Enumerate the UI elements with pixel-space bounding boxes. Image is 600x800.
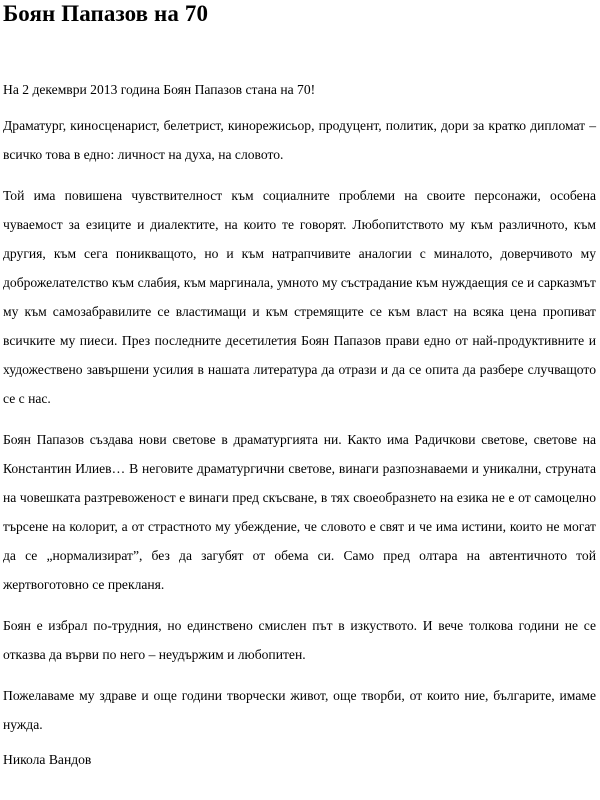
- paragraph-sensitivity: Той има повишена чувствителност към социалните проблеми на своите персонажи, особена чуваемост за езиците и диалектите, на които те говорят. Любопитството му към различното, към другия, към сега поникващото, но и към натрапчивите аналогии с миналото, доверчивото му доброжелателство към слабия, към маргинала, умното му състрадание към нуждаещия се и сарказмът му към самозабравилите се властимащи и към стремящите се към власт на всяка цена пропиват всичките му пиеси. През последните десетилетия Боян Папазов прави едно от най-продуктивните и художествено завършени усилия в нашата литература да отрази и да се опита да разбере случващото се с нас.: [3, 188, 596, 406]
- paragraph-wishes: Пожелаваме му здраве и още години творчески живот, още творби, от които ние, българите, имаме нужда.: [3, 688, 596, 732]
- paragraph-worlds: Боян Папазов създава нови светове в драматургията ни. Както има Радичкови светове, светове на Константин Илиев… В неговите драматургични светове, винаги разпознаваеми и уникални, струната на човешката разтревоженост е винаги пред скъсване, в тях своеобразнето на езика не е от самоцелно търсене на колорит, а от страстното му убеждение, че словото е свят и че има истини, които не могат да се „нормализират”, без да загубят от обема си. Само пред олтара на автентичното той жертвоготовно се прекланя.: [3, 432, 596, 592]
- intro-line: На 2 декември 2013 година Боян Папазов стана на 70!: [3, 82, 316, 97]
- author-signature: Никола Вандов: [3, 752, 92, 767]
- paragraph-roles: Драматург, киносценарист, белетрист, кинорежисьор, продуцент, политик, дори за кратко дипломат – всичко това в едно: личност на духа, на словото.: [3, 118, 596, 162]
- paragraph-path: Боян е избрал по-трудния, но единствено смислен път в изкуството. И вече толкова години не се отказва да върви по него – неудържим и любопитен.: [3, 618, 596, 662]
- article-title: Боян Папазов на 70: [3, 1, 209, 26]
